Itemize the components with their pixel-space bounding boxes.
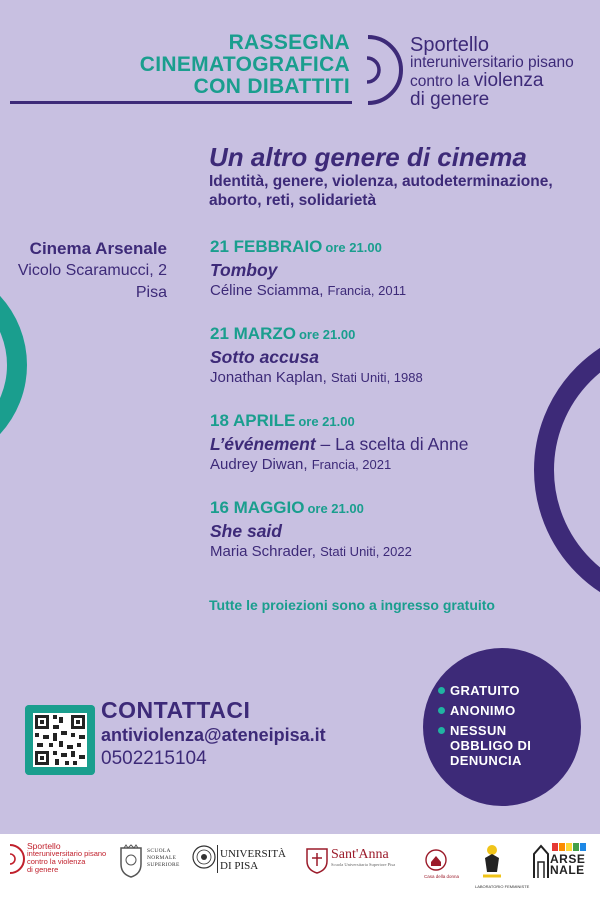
footer-line: NALE <box>550 863 585 877</box>
page-title: Un altro genere di cinema <box>209 142 527 172</box>
footer-line: SUPERIORE <box>147 862 180 868</box>
rassegna-line: CINEMATOGRAFICA <box>139 53 350 76</box>
sportello-contro: contro la <box>410 73 470 90</box>
purple-ring-arc <box>544 334 600 606</box>
rassegna-line: RASSEGNA <box>228 31 350 54</box>
event-item <box>210 411 468 475</box>
footer-line: interuniversitario pisano <box>27 849 107 858</box>
footer-line: di genere <box>27 865 59 874</box>
event-time: ore 21.00 <box>325 240 382 255</box>
event-time: ore 21.00 <box>298 327 356 342</box>
contact-title: CONTATTACI <box>101 697 251 723</box>
event-item <box>210 498 412 562</box>
footer-line: DI PISA <box>220 860 259 872</box>
event-director: Audrey Diwan, <box>210 456 308 473</box>
event-director: Céline Sciamma, <box>210 282 324 299</box>
event-item <box>210 237 406 301</box>
sportello-text <box>410 36 574 109</box>
footer-line: NORMALE <box>147 855 177 861</box>
event-time: ore 21.00 <box>307 501 364 516</box>
event-date: 21 FEBBRAIO <box>210 237 323 256</box>
ssa-desc: Scuola Universitaria Superiore Pisa <box>331 862 396 867</box>
sportello-line: di genere <box>410 89 490 110</box>
arsenale-cinema-icon <box>532 844 550 878</box>
event-film: Tomboy <box>210 260 278 280</box>
event-country: Francia, 2011 <box>327 283 407 298</box>
casa-donna-text: Casa della donna <box>424 874 460 879</box>
page-subtitle <box>209 172 553 210</box>
sportello-logo-icon <box>364 34 406 106</box>
event-director: Jonathan Kaplan, <box>210 369 327 386</box>
event-item <box>210 324 423 388</box>
footer-line: Sportello <box>27 841 61 851</box>
arsenale-logo-text <box>550 854 585 876</box>
event-film: Sotto accusa <box>210 347 319 367</box>
contact-phone[interactable]: 0502215104 <box>101 748 207 769</box>
subtitle-line: Identità, genere, violenza, autodeterminazione, <box>209 173 553 190</box>
footer-line: ARSE <box>550 852 586 866</box>
venue-block <box>18 238 167 304</box>
event-film: L’événement <box>210 434 316 454</box>
sns-logo-text <box>147 848 180 869</box>
badge-item: GRATUITO <box>438 683 560 698</box>
contact-block <box>101 697 326 771</box>
rassegna-title <box>88 32 350 98</box>
footer-line: UNIVERSITÀ <box>220 848 286 860</box>
laboratorio-femministe-icon <box>479 842 505 882</box>
event-country: Stati Uniti, 2022 <box>320 544 412 559</box>
event-date: 16 MAGGIO <box>210 498 305 517</box>
event-time: ore 21.00 <box>298 414 355 429</box>
title-dash: – <box>315 434 336 454</box>
teal-ring-arc <box>0 273 17 457</box>
badge-item: ANONIMO <box>438 703 560 718</box>
unipi-divider <box>217 845 218 873</box>
unipi-logo-text <box>220 848 286 872</box>
sportello-footer-text <box>27 842 106 874</box>
sportello-line: interuniversitario pisano <box>410 54 574 71</box>
venue-address: Vicolo Scaramucci, 2 <box>17 262 167 279</box>
footer-line: contro la violenza <box>27 857 86 866</box>
rassegna-line: CON DIBATTITI <box>193 75 350 98</box>
sns-crest-icon <box>118 844 144 878</box>
event-director: Maria Schrader, <box>210 543 316 560</box>
venue-city: Pisa <box>135 284 167 301</box>
header-divider <box>10 101 352 104</box>
contact-email[interactable]: antiviolenza@ateneipisa.it <box>101 725 326 745</box>
subtitle-line: aborto, reti, solidarietà <box>209 192 377 209</box>
casa-donna-icon <box>425 848 447 872</box>
ssa-crest-icon <box>305 846 329 874</box>
qr-code-icon[interactable] <box>25 705 95 775</box>
event-country: Stati Uniti, 1988 <box>330 370 423 385</box>
badge-item: NESSUN OBBLIGO DI DENUNCIA <box>438 723 560 768</box>
badge-list <box>438 683 560 773</box>
ssa-logo-text <box>331 848 395 868</box>
footer-line: SCUOLA <box>147 848 171 854</box>
sportello-violenza: violenza <box>473 70 544 91</box>
footer-logos <box>0 834 600 900</box>
event-film: She said <box>210 521 282 541</box>
event-date: 18 APRILE <box>210 411 296 430</box>
laboratorio-text: LABORATORIO FEMMINISTE <box>475 884 530 889</box>
arsenale-color-bar-icon <box>552 843 590 851</box>
venue-name: Cinema Arsenale <box>29 239 167 258</box>
sportello-footer-icon <box>8 844 26 874</box>
free-entry-note: Tutte le proiezioni sono a ingresso gratuito <box>209 597 495 613</box>
ssa-name: Sant'Anna <box>331 847 389 862</box>
event-date: 21 MARZO <box>210 324 296 343</box>
sportello-line: Sportello <box>410 34 489 56</box>
unipi-seal-icon <box>192 845 216 869</box>
event-film-suffix: La scelta di Anne <box>335 434 469 454</box>
event-country: Francia, 2021 <box>311 457 392 472</box>
